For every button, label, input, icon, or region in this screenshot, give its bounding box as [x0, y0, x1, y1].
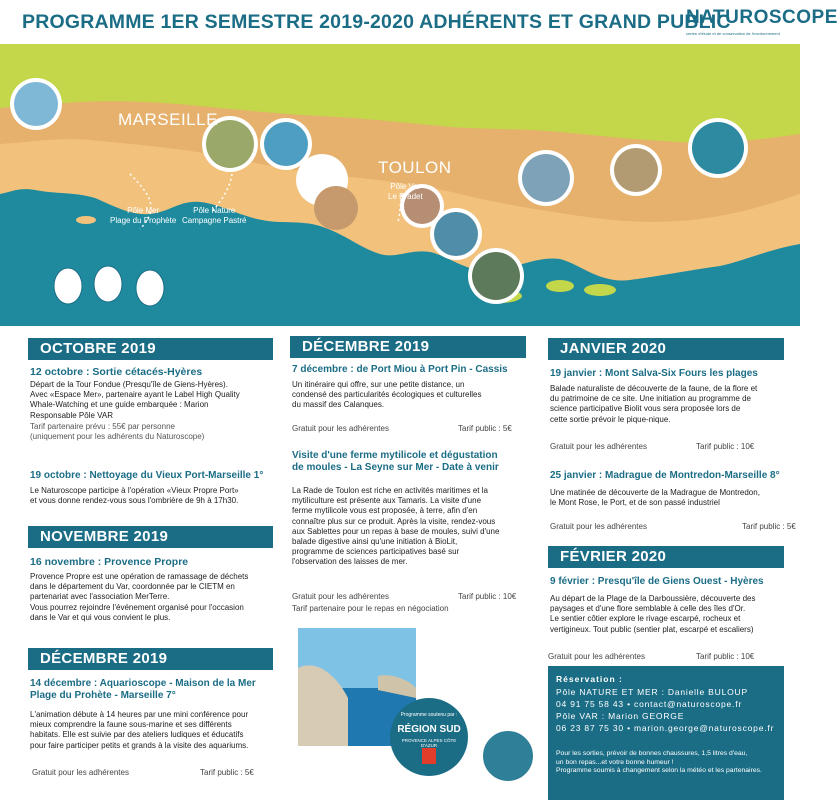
- event-description: Provence Propre est une opération de ramassage de déchets dans le département du Var, coordonnée par le CIETM en partenariat avec l'association MerTerre. Vous pourrez rejoindre l'événement organisé pour l'occasion dans le Var et qui vous convient le plus.: [30, 572, 249, 622]
- event-title: 12 octobre : Sortie cétacés-Hyères: [30, 366, 203, 378]
- event-title: 14 décembre : Aquarioscope - Maison de la Mer Plage du Prohète - Marseille 7°: [30, 678, 256, 701]
- price-members: Gratuit pour les adhérentes: [550, 522, 647, 531]
- event-title: 9 février : Presqu'île de Giens Ouest - Hyères: [550, 576, 764, 587]
- pole-mer-label: Pôle Mer Plage du Prophète: [110, 206, 177, 225]
- event-description: Le Naturoscope participe à l'opération «Vieux Propre Port» et vous donne rendez-vous sous l'ombrière de 9h à 17h30.: [30, 486, 239, 506]
- price-members: Gratuit pour les adhérentes: [32, 768, 129, 777]
- event-title: Visite d'une ferme mytilicole et dégustation de moules - La Seyne sur Mer - Date à venir: [292, 450, 499, 473]
- contact-var: Pôle VAR : Marion GEORGE: [556, 711, 685, 721]
- logo-text: NATUROSCOPE: [686, 7, 838, 28]
- event-price: Tarif partenaire prévu : 55€ par personne (uniquement pour les adhérents du Naturoscope): [30, 422, 205, 442]
- city-label-toulon: TOULON: [378, 158, 452, 177]
- pole-nature-label: Pôle Nature Campagne Pastré: [182, 206, 247, 225]
- price-public: Tarif public : 5€: [200, 768, 254, 777]
- diver-photo: [480, 728, 536, 784]
- seagull-illustration: [54, 266, 164, 306]
- price-public: Tarif public : 5€: [458, 424, 512, 433]
- month-header-october: OCTOBRE 2019: [28, 338, 273, 360]
- month-header-december: DÉCEMBRE 2019: [290, 336, 526, 358]
- event-description: Balade naturaliste de découverte de la faune, de la flore et du patrimoine de ce site. Une initiation au programme de science participative Biolit vous sera proposée lors de cette sortie prévoir le pique-nique.: [550, 384, 758, 424]
- event-description: L'animation débute à 14 heures par une mini conférence pour mieux comprendre la faune sous-marine et ses différents habitats. Elle est suivie par des ateliers ludiques et éducatifs pour faire participer petits et grands à la visite des aquariums.: [30, 710, 249, 750]
- reservation-note: Pour les sorties, prévoir de bonnes chaussures, 1,5 litres d'eau, un bon repas...et votre bonne humeur ! Programme soumis à changement selon la météo et les partenaires.: [556, 750, 762, 774]
- month-header-november: NOVEMBRE 2019: [28, 526, 273, 548]
- month-header-january: JANVIER 2020: [548, 338, 784, 360]
- logo-tagline: centre d'étude et de conservation de l'environnement: [686, 31, 780, 36]
- price-public: Tarif public : 10€: [458, 592, 517, 601]
- reservation-box: [548, 666, 784, 800]
- badge-title: RÉGION SUD: [397, 724, 461, 735]
- price-members: Gratuit pour les adhérentes: [550, 442, 647, 451]
- price-note: Tarif partenaire pour le repas en négociation: [292, 604, 449, 613]
- event-description: Au départ de la Plage de la Darboussière, découverte des paysages et d'une flore semblable à celle des îles d'Or. Le sentier côtier explore le rivage escarpé, rocheux et vertigineux. Tout public (sentier plat, escarpé et escaliers): [550, 594, 756, 634]
- price-public: Tarif public : 10€: [696, 442, 755, 451]
- event-description: Un itinéraire qui offre, sur une petite distance, un condensé des particularités écologiques et culturelles du massif des Calanques.: [292, 380, 482, 410]
- pole-var-label: Pôle Var Le Pradet: [388, 182, 423, 201]
- event-description: La Rade de Toulon est riche en activités maritimes et la mytiliculture est présente aux Tamaris. La visite d'une ferme mytilicole vous est proposée, à terre, afin d'en connaître plus sur ce produit. Après la visite, rendez-vous aux Sablettes pour un repas à base de moules, suivi d'une balade digestive ainsi qu'une initiation à BioLit, programme de sciences participatives basé sur l'observation des laisses de mer.: [292, 486, 500, 567]
- badge-subtitle: PROVENCE ALPES CÔTE D'AZUR: [401, 738, 457, 748]
- event-title: 25 janvier : Madrague de Montredon-Marseille 8°: [550, 470, 780, 481]
- month-header-december: DÉCEMBRE 2019: [28, 648, 273, 670]
- contact-nature-mer-phone-email[interactable]: 04 91 75 58 43 • contact@naturoscope.fr: [556, 699, 742, 709]
- event-title: 19 octobre : Nettoyage du Vieux Port-Marseille 1°: [30, 470, 264, 481]
- contact-nature-mer: Pôle NATURE ET MER : Danielle BULOUP: [556, 687, 748, 697]
- region-flag-icon: [422, 748, 436, 764]
- program-content: [18, 326, 796, 800]
- header: [0, 0, 838, 44]
- price-members: Gratuit pour les adhérentes: [292, 424, 389, 433]
- price-members: Gratuit pour les adhérentes: [548, 652, 645, 661]
- price-public: Tarif public : 5€: [742, 522, 796, 531]
- month-header-february: FÉVRIER 2020: [548, 546, 784, 568]
- reservation-title: Réservation :: [556, 674, 623, 684]
- event-description: Départ de la Tour Fondue (Presqu'île de Giens-Hyères). Avec «Espace Mer», partenaire ayant le Label High Quality Whale-Watching et une guide embarquée : Marion Responsable Pôle VAR: [30, 380, 240, 420]
- city-label-marseille: MARSEILLE: [118, 110, 218, 129]
- event-title: 19 janvier : Mont Salva-Six Fours les plages: [550, 368, 758, 379]
- region-sud-badge: [390, 698, 468, 776]
- event-title: 16 novembre : Provence Propre: [30, 556, 189, 568]
- illustrated-map: [0, 44, 800, 326]
- event-title: 7 décembre : de Port Miou à Port Pin - Cassis: [292, 364, 508, 375]
- badge-caption: Programme soutenu par :: [400, 712, 458, 718]
- price-members: Gratuit pour les adhérentes: [292, 592, 389, 601]
- event-description: Une matinée de découverte de la Madrague de Montredon, le Mont Rose, le Port, et de son passé industriel: [550, 488, 760, 508]
- price-public: Tarif public : 10€: [696, 652, 755, 661]
- contact-var-phone-email[interactable]: 06 23 87 75 30 • marion.george@naturoscope.fr: [556, 723, 775, 733]
- naturoscope-logo: [686, 6, 838, 40]
- page-title: PROGRAMME 1ER SEMESTRE 2019-2020 ADHÉRENTS ET GRAND PUBLIC: [22, 11, 731, 33]
